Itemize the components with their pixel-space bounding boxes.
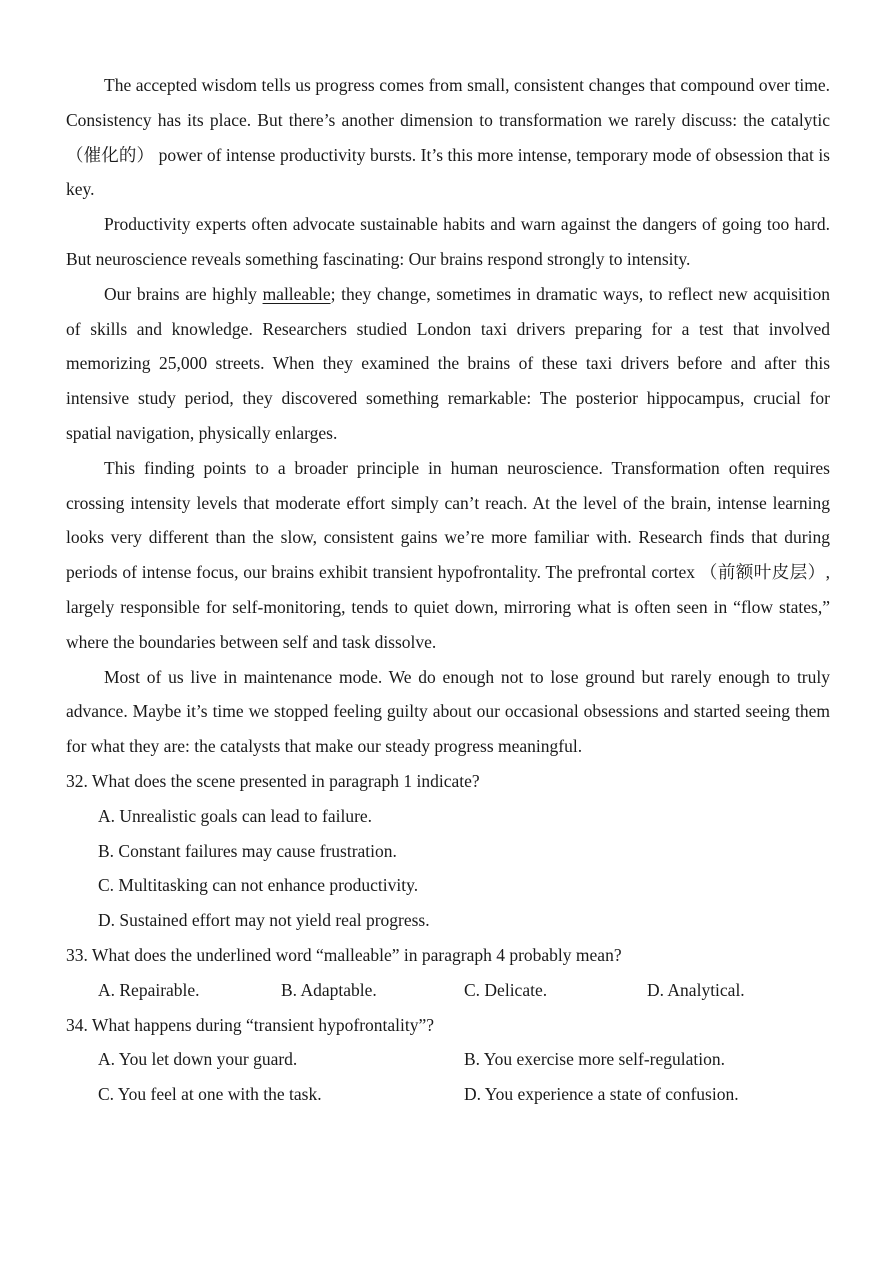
- question-34-option-d[interactable]: D. You experience a state of confusion.: [464, 1084, 739, 1105]
- question-33-option-c[interactable]: C. Delicate.: [464, 979, 548, 1000]
- question-32-option-a[interactable]: A. Unrealistic goals can lead to failure.: [98, 805, 373, 826]
- passage-paragraph-5: Most of us live in maintenance mode. We do enough not to lose ground but rarely enough to truly advance. Maybe it’s time we stopped feeling guilty about our occasional obsessions and started seeing them for what they are: the catalysts that make our steady progress meaningful.: [66, 666, 830, 757]
- question-32-stem: 32. What does the scene presented in paragraph 1 indicate?: [66, 770, 480, 791]
- passage-paragraph-1: [66, 68, 830, 207]
- p4-text-end: , largely responsible for self-monitoring, tends to quiet down, mirroring what is often seen in “flow states,” where the boundaries between self and task dissolve.: [66, 562, 831, 652]
- passage-paragraph-4: [66, 451, 830, 660]
- question-33-option-d[interactable]: D. Analytical.: [647, 979, 745, 1000]
- question-34-option-c[interactable]: C. You feel at one with the task.: [98, 1084, 322, 1105]
- question-32: [66, 764, 830, 938]
- question-34: [66, 1008, 830, 1112]
- question-32-options: [66, 799, 830, 938]
- question-34-stem: 34. What happens during “transient hypofrontality”?: [66, 1014, 435, 1035]
- p4-text-start: This finding points to a broader principle in human neuroscience. Transformation often requires crossing intensity levels that moderate effort simply can’t reach. At the level of the brain, intense learning looks very different than the slow, consistent gains we’re more familiar with. Research finds that during periods of intense focus, our brains exhibit transient hypofrontality. The prefrontal cortex: [66, 457, 830, 583]
- p1-text-start: The accepted wisdom tells us progress comes from small, consistent changes that compound over time. Consistency has its place. But there’s another dimension to transformation we rarely discuss: the catalytic: [66, 75, 830, 130]
- question-33-option-b[interactable]: B. Adaptable.: [281, 979, 377, 1000]
- question-32-option-c[interactable]: C. Multitasking can not enhance productivity.: [98, 875, 419, 896]
- question-34-options-row-2: [66, 1077, 830, 1112]
- question-33-options: [66, 973, 830, 1008]
- question-32-option-b[interactable]: B. Constant failures may cause frustration.: [98, 840, 397, 861]
- p1-text-end: power of intense productivity bursts. It’s this more intense, temporary mode of obsession that is key.: [66, 144, 830, 200]
- p4-chinese-gloss: （前额叶皮层）: [699, 562, 826, 583]
- question-33-stem: 33. What does the underlined word “malleable” in paragraph 4 probably mean?: [66, 944, 622, 965]
- underlined-word: malleable: [262, 283, 331, 304]
- passage-paragraph-3: [66, 277, 830, 451]
- passage-paragraph-2: Productivity experts often advocate sustainable habits and warn against the dangers of going too hard. But neuroscience reveals something fascinating: Our brains respond strongly to intensity.: [66, 214, 830, 269]
- p3-text-end: ; they change, sometimes in dramatic ways, to reflect new acquisition of skills and knowledge. Researchers studied London taxi drivers preparing for a test that involved memorizing 25,000 streets. When they examined the brains of these taxi drivers before and after this intensive study period, they discovered something remarkable: The posterior hippocampus, crucial for spatial navigation, physically enlarges.: [66, 283, 830, 443]
- p1-chinese-gloss: （催化的）: [66, 144, 155, 165]
- question-33-option-a[interactable]: A. Repairable.: [98, 979, 200, 1000]
- question-34-option-b[interactable]: B. You exercise more self-regulation.: [464, 1049, 725, 1070]
- question-34-option-a[interactable]: A. You let down your guard.: [98, 1049, 298, 1070]
- question-33: [66, 938, 830, 1008]
- question-34-options-row-1: [66, 1042, 830, 1077]
- p3-text-start: Our brains are highly: [104, 283, 263, 304]
- question-32-option-d[interactable]: D. Sustained effort may not yield real progress.: [98, 910, 430, 931]
